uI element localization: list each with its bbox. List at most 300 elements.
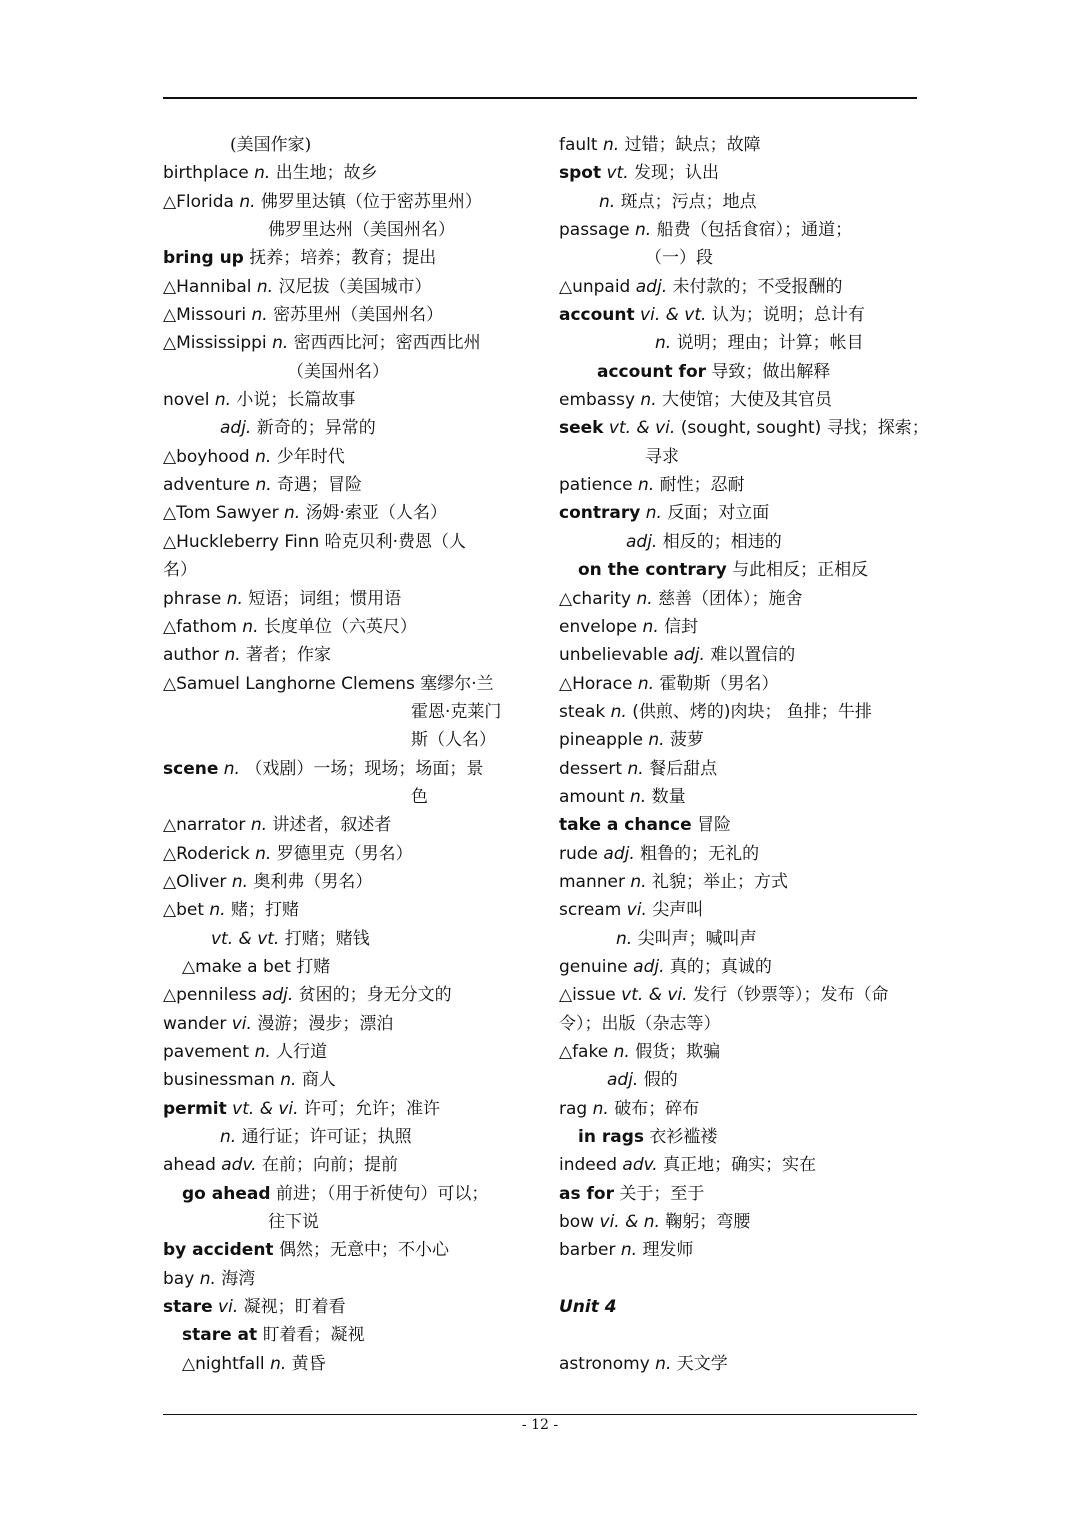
part-of-speech: n.: [209, 900, 226, 921]
vocab-entry: [163, 953, 538, 981]
headword: by accident: [163, 1240, 274, 1261]
definition: 信封: [664, 616, 699, 637]
definition: 寻求: [645, 446, 679, 467]
part-of-speech: adj.: [607, 1070, 639, 1091]
part-of-speech: n.: [642, 616, 659, 637]
definition: 导致；做出解释: [711, 361, 831, 382]
vocab-column-left: [163, 131, 538, 1378]
part-of-speech: adj.: [633, 956, 665, 977]
vocab-entry: [163, 216, 538, 244]
definition: 打赌: [296, 956, 331, 977]
vocab-entry: [559, 1293, 934, 1321]
vocab-entry: [163, 670, 538, 698]
definition: 著者；作家: [246, 645, 332, 666]
part-of-speech: n.: [226, 588, 243, 609]
part-of-speech: n.: [592, 1098, 609, 1119]
vocab-entry: [163, 528, 538, 556]
part-of-speech: n.: [254, 163, 271, 184]
vocab-entry: [163, 981, 538, 1009]
definition: 罗德里克（男名）: [276, 843, 413, 864]
headword: △penniless: [163, 985, 257, 1006]
part-of-speech: n.: [270, 1353, 287, 1374]
headword: △charity: [559, 588, 632, 609]
part-of-speech: n.: [223, 758, 240, 779]
definition: 黄昏: [291, 1353, 326, 1374]
definition: 尖叫声；喊叫声: [637, 928, 757, 949]
vocab-entry: [559, 414, 934, 442]
headword: account for: [597, 361, 707, 382]
part-of-speech: adj.: [626, 531, 658, 552]
vocab-entry: [559, 1066, 934, 1094]
headword: novel: [163, 390, 210, 411]
definition: 密苏里州（美国州名）: [273, 305, 444, 326]
vocab-entry: [163, 386, 538, 414]
vocab-entry: [163, 896, 538, 924]
headword: △nightfall: [182, 1353, 265, 1374]
vocab-entry: [559, 670, 934, 698]
vocab-entry: [163, 159, 538, 187]
headword: △Roderick: [163, 843, 250, 864]
unit-heading: Unit 4: [559, 1297, 617, 1318]
headword: on the contrary: [578, 560, 727, 581]
part-of-speech: vi. & vt.: [640, 305, 707, 326]
headword: embassy: [559, 390, 636, 411]
vocab-entry: [163, 301, 538, 329]
definition: 塞缪尔·兰: [420, 673, 494, 694]
definition: 霍勒斯（男名）: [659, 673, 779, 694]
vocab-entry: [559, 329, 934, 357]
part-of-speech: adv.: [221, 1155, 257, 1176]
vocab-entry: [559, 273, 934, 301]
vocab-entry: [163, 1236, 538, 1264]
definition: 慈善（团体）；施舍: [658, 588, 803, 609]
part-of-speech: n.: [220, 1127, 237, 1148]
vocab-entry: [559, 641, 934, 669]
vocab-entry: [163, 783, 538, 811]
definition: 耐性；忍耐: [659, 475, 745, 496]
part-of-speech: n.: [620, 1240, 638, 1261]
headword: author: [163, 645, 220, 666]
headword: scream: [559, 900, 622, 921]
definition: 关于；至于: [619, 1183, 705, 1204]
vocab-entry: [163, 1350, 538, 1378]
headword: as for: [559, 1183, 614, 1204]
headword: △unpaid: [559, 276, 631, 297]
vocab-entry: [559, 131, 934, 159]
vocab-entry: [559, 1038, 934, 1066]
part-of-speech: n.: [637, 673, 655, 694]
part-of-speech: vt. & vi.: [232, 1098, 299, 1119]
vocab-entry: [163, 273, 538, 301]
entry-note: (供煎、烤的)肉块；: [632, 701, 782, 722]
part-of-speech: n.: [255, 475, 272, 496]
part-of-speech: n.: [280, 1070, 297, 1091]
definition: 通行证；许可证；执照: [241, 1127, 412, 1148]
vocab-entry: [559, 783, 934, 811]
definition: 短语；词组；惯用语: [248, 588, 402, 609]
part-of-speech: n.: [630, 786, 647, 807]
part-of-speech: n.: [655, 333, 672, 354]
part-of-speech: n.: [602, 135, 620, 155]
headword: ahead: [163, 1155, 216, 1176]
definition: 假货；欺骗: [635, 1042, 721, 1062]
part-of-speech: vt. & vt.: [211, 928, 280, 949]
part-of-speech: n.: [613, 1042, 630, 1062]
definition: 许可；允许；准许: [303, 1098, 440, 1119]
headword: △boyhood: [163, 446, 250, 467]
definition: 发行（钞票等）；发布（命: [692, 985, 889, 1006]
definition: 冒险: [697, 815, 732, 836]
headword: steak: [559, 701, 606, 722]
vocab-entry: [559, 556, 934, 584]
vocab-entry: [559, 1321, 934, 1349]
part-of-speech: vt. & vi.: [621, 985, 688, 1006]
definition: 理发师: [642, 1240, 694, 1261]
vocab-entry: [163, 414, 538, 442]
definition: 海湾: [221, 1268, 256, 1289]
headword: △make a bet: [182, 956, 291, 977]
vocab-entry: [163, 641, 538, 669]
definition: 破布；碎布: [614, 1098, 700, 1119]
headword: go ahead: [182, 1183, 271, 1204]
headword: account: [559, 305, 635, 326]
vocab-entry: [163, 840, 538, 868]
footer-rule: [163, 1414, 917, 1415]
vocab-entry: [163, 471, 538, 499]
headword: passage: [559, 220, 630, 241]
headword: permit: [163, 1098, 227, 1119]
part-of-speech: vi.: [626, 900, 647, 921]
vocab-entry: [559, 471, 934, 499]
definition: 数量: [651, 786, 686, 807]
part-of-speech: n.: [250, 815, 268, 836]
headword: astronomy: [559, 1353, 650, 1374]
vocab-entry: [163, 868, 538, 896]
definition: 色: [411, 786, 428, 807]
vocab-entry: [163, 131, 538, 159]
definition: 佛罗里达州（美国州名）: [268, 220, 455, 241]
vocab-entry: [163, 1123, 538, 1151]
definition: 斑点；污点；地点: [620, 191, 757, 212]
headword: rag: [559, 1098, 588, 1119]
vocab-entry: [559, 925, 934, 953]
headword: phrase: [163, 588, 222, 609]
vocab-entry: [559, 159, 934, 187]
definition: 天文学: [676, 1353, 728, 1374]
definition: 漫游；漫步；漂泊: [257, 1013, 394, 1034]
definition: 令）；出版（杂志等）: [559, 1013, 721, 1034]
definition: 大使馆；大使及其官员: [662, 390, 833, 411]
headword: envelope: [559, 616, 638, 637]
headword: take a chance: [559, 815, 692, 836]
headword: △Samuel Langhorne Clemens: [163, 673, 415, 694]
part-of-speech: n.: [638, 475, 655, 496]
vocab-column-right: [559, 131, 934, 1378]
headword: adventure: [163, 475, 251, 496]
headword: barber: [559, 1240, 616, 1261]
part-of-speech: adj.: [261, 985, 294, 1006]
definition: 人行道: [276, 1042, 328, 1062]
part-of-speech: n.: [645, 503, 662, 524]
part-of-speech: n.: [636, 588, 653, 609]
vocab-entry: [163, 244, 538, 272]
vocab-entry: [163, 499, 538, 527]
headword: bay: [163, 1268, 195, 1289]
headword: △Tom Sawyer: [163, 503, 279, 524]
headword: contrary: [559, 503, 641, 524]
part-of-speech: n.: [214, 390, 232, 411]
headword: spot: [559, 163, 602, 184]
vocab-entry: [559, 1265, 934, 1293]
part-of-speech: n.: [231, 871, 249, 892]
definition: 盯着看；凝视: [262, 1325, 365, 1346]
vocab-entry: [559, 981, 934, 1009]
vocab-entry: [559, 1010, 934, 1038]
definition: 霍恩·克莱门: [411, 701, 502, 722]
definition: 小说；长篇故事: [236, 390, 356, 411]
definition: （一）段: [645, 248, 713, 269]
headword: dessert: [559, 758, 623, 779]
vocab-entry: [163, 1066, 538, 1094]
definition: 奇遇；冒险: [277, 475, 363, 496]
vocab-entry: [163, 443, 538, 471]
vocab-entry: [163, 358, 538, 386]
definition: 凝视；盯着看: [243, 1297, 346, 1318]
vocab-entry: [559, 755, 934, 783]
vocab-entry: [163, 1010, 538, 1038]
headword: birthplace: [163, 163, 249, 184]
vocab-entry: [163, 755, 538, 783]
headword: △Horace: [559, 673, 633, 694]
part-of-speech: n.: [616, 928, 633, 949]
part-of-speech: n.: [242, 616, 259, 637]
part-of-speech: n.: [599, 191, 616, 212]
vocab-entry: [559, 528, 934, 556]
definition: 餐后甜点: [649, 758, 718, 779]
vocab-entry: [559, 1151, 934, 1179]
part-of-speech: n.: [283, 503, 301, 524]
definition: 未付款的；不受报酬的: [672, 276, 843, 297]
definition: 过错；缺点；故障: [624, 135, 761, 155]
part-of-speech: n.: [655, 1353, 672, 1374]
definition: 往下说: [268, 1212, 319, 1233]
part-of-speech: n.: [640, 390, 657, 411]
vocab-entry: [559, 868, 934, 896]
definition: 发现；认出: [634, 163, 720, 184]
part-of-speech: n.: [251, 305, 268, 326]
headword: businessman: [163, 1070, 275, 1091]
definition: 汉尼拔（美国城市）: [278, 276, 432, 297]
vocab-entry: [559, 840, 934, 868]
headword: manner: [559, 871, 625, 892]
part-of-speech: vt.: [606, 163, 629, 184]
part-of-speech: n.: [254, 1042, 271, 1062]
vocab-entry: [163, 1180, 538, 1208]
vocab-entry: [559, 499, 934, 527]
headword: △fake: [559, 1042, 609, 1062]
part-of-speech: vi. & n.: [599, 1212, 660, 1233]
part-of-speech: vt. & vi.: [608, 418, 676, 439]
vocab-entry: [559, 896, 934, 924]
vocab-entry: [163, 925, 538, 953]
part-of-speech: n.: [272, 333, 289, 354]
part-of-speech: n.: [255, 446, 272, 467]
vocab-entry: [163, 556, 538, 584]
definition: 难以置信的: [710, 645, 796, 666]
definition: 贫困的；身无分文的: [298, 985, 452, 1006]
definition: 说明；理由；计算；帐目: [676, 333, 864, 354]
part-of-speech: n.: [199, 1268, 216, 1289]
vocab-entry: [559, 1208, 934, 1236]
vocab-entry: [163, 1208, 538, 1236]
headword: △Florida: [163, 191, 234, 212]
headword: △Missouri: [163, 305, 252, 326]
vocab-entry: [559, 301, 934, 329]
part-of-speech: n.: [635, 220, 652, 241]
headword: stare at: [182, 1325, 258, 1346]
part-of-speech: adj.: [635, 276, 668, 297]
headword: △fathom: [163, 616, 237, 637]
definition: 在前；向前；提前: [261, 1155, 398, 1176]
vocab-entry: [559, 443, 934, 471]
headword: scene: [163, 758, 219, 779]
vocab-entry: [559, 1350, 934, 1378]
headword: bow: [559, 1212, 595, 1233]
headword: wander: [163, 1013, 227, 1034]
vocab-entry: [163, 1151, 538, 1179]
part-of-speech: vi.: [231, 1013, 252, 1034]
vocab-entry: [559, 244, 934, 272]
vocab-entry: [559, 358, 934, 386]
definition: 认为；说明；总计有: [711, 305, 865, 326]
headword: pavement: [163, 1042, 250, 1062]
part-of-speech: n.: [627, 758, 644, 779]
definition: 真正地；确实；实在: [663, 1155, 817, 1176]
part-of-speech: n.: [255, 843, 272, 864]
headword: unbelievable: [559, 645, 669, 666]
definition: 反面；对立面: [667, 503, 770, 524]
definition: （美国州名）: [287, 361, 389, 382]
headword: patience: [559, 475, 633, 496]
definition: 新奇的；异常的: [256, 418, 376, 439]
definition: 汤姆·索亚（人名）: [305, 503, 447, 524]
vocab-entry: [163, 811, 538, 839]
part-of-speech: n.: [224, 645, 241, 666]
definition: 船费（包括食宿）；通道；: [656, 220, 853, 241]
definition: 赌；打赌: [231, 900, 299, 921]
headword: seek: [559, 418, 604, 439]
headword: in rags: [578, 1127, 644, 1148]
headword: △Huckleberry Finn: [163, 531, 320, 552]
definition: 名）: [163, 560, 197, 581]
vocab-entry: [163, 1095, 538, 1123]
part-of-speech: n.: [630, 871, 647, 892]
definition: 抚养；培养；教育；提出: [249, 248, 437, 269]
headword: △Oliver: [163, 871, 227, 892]
headword: rude: [559, 843, 599, 864]
vocab-entry: [559, 1123, 934, 1151]
part-of-speech: n.: [256, 276, 274, 297]
vocab-entry: [559, 188, 934, 216]
header-rule: [163, 97, 917, 99]
headword: amount: [559, 786, 625, 807]
definition: 出生地；故乡: [275, 163, 378, 184]
part-of-speech: adj.: [220, 418, 252, 439]
headword: genuine: [559, 956, 628, 977]
definition: 假的: [643, 1070, 678, 1091]
definition: 粗鲁的；无礼的: [640, 843, 760, 864]
vocab-entry: [163, 613, 538, 641]
definition: 衣衫褴褛: [649, 1127, 718, 1148]
definition: 长度单位（六英尺）: [263, 616, 417, 637]
part-of-speech: n.: [239, 191, 256, 212]
definition: 密西西比河；密西西比州: [293, 333, 481, 354]
part-of-speech: n.: [610, 701, 627, 722]
vocab-entry: [163, 1038, 538, 1066]
headword: △narrator: [163, 815, 246, 836]
vocab-entry: [559, 216, 934, 244]
definition: (美国作家): [230, 135, 312, 155]
vocab-entry: [559, 613, 934, 641]
definition: 哈克贝利·费恩（人: [324, 531, 467, 552]
headword: pineapple: [559, 730, 643, 751]
definition: 奥利弗（男名）: [253, 871, 373, 892]
vocab-entry: [163, 698, 538, 726]
vocab-entry: [163, 1293, 538, 1321]
headword: △issue: [559, 985, 616, 1006]
definition: 鱼排；牛排: [786, 701, 872, 722]
definition: 讲述者，叙述者: [272, 815, 392, 836]
definition: 寻找；探索；: [826, 418, 929, 439]
definition: 偶然；无意中；不小心: [278, 1240, 449, 1261]
vocab-entry: [559, 953, 934, 981]
definition: 商人: [301, 1070, 336, 1091]
vocab-entry: [559, 726, 934, 754]
vocab-entry: [559, 386, 934, 414]
vocab-entry: [559, 698, 934, 726]
vocab-entry: [163, 585, 538, 613]
headword: bring up: [163, 248, 244, 269]
definition: 菠萝: [669, 730, 704, 751]
definition: 礼貌；举止；方式: [651, 871, 788, 892]
part-of-speech: adj.: [603, 843, 635, 864]
page-number: - 12 -: [521, 1417, 559, 1433]
vocab-entry: [163, 329, 538, 357]
part-of-speech: n.: [648, 730, 665, 751]
definition: 打赌；赌钱: [284, 928, 370, 949]
definition: 鞠躬；弯腰: [665, 1212, 751, 1233]
definition: 斯（人名）: [411, 730, 496, 751]
headword: stare: [163, 1297, 213, 1318]
entry-note: (sought, sought): [680, 418, 822, 439]
headword: △bet: [163, 900, 204, 921]
vocab-entry: [163, 1265, 538, 1293]
definition: 真的；真诚的: [669, 956, 772, 977]
vocab-entry: [163, 726, 538, 754]
headword: △Hannibal: [163, 276, 252, 297]
vocab-entry: [559, 585, 934, 613]
vocab-entry: [559, 1180, 934, 1208]
definition: 前进；（用于祈使句）可以；: [275, 1183, 489, 1204]
vocab-entry: [559, 1095, 934, 1123]
definition: （戏剧）一场；现场；场面；景: [245, 758, 484, 779]
part-of-speech: adv.: [622, 1155, 658, 1176]
headword: fault: [559, 135, 598, 155]
definition: 与此相反；正相反: [732, 560, 869, 581]
definition: 佛罗里达镇（位于密苏里州）: [260, 191, 482, 212]
vocab-entry: [559, 811, 934, 839]
vocab-entry: [163, 188, 538, 216]
